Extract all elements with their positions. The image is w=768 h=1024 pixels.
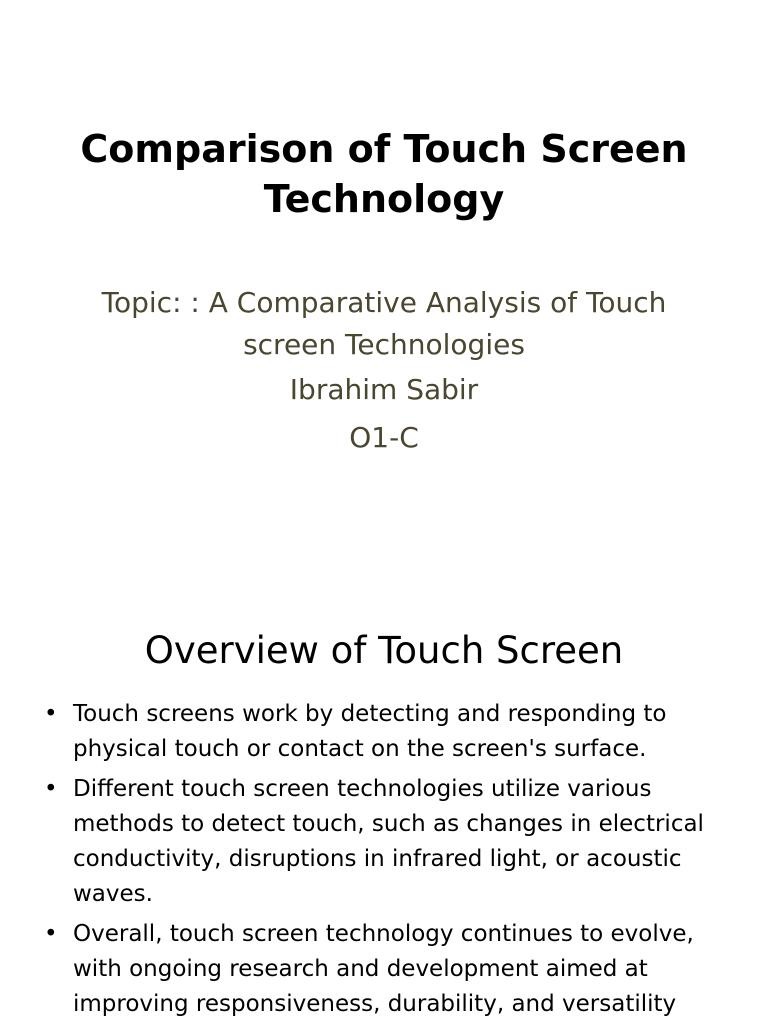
bullet-item	[40, 697, 730, 767]
bullet-text: Different touch screen technologies utilize various methods to detect touch, such as changes in electrical conductivity, disruptions in infrared light, or acoustic waves.	[73, 776, 704, 907]
author-name: Ibrahim Sabir	[289, 373, 479, 406]
bullet-item	[40, 772, 730, 912]
bullet-text: Overall, touch screen technology continues to evolve, with ongoing research and development aimed at improving responsiveness, durability, and versatility	[73, 921, 694, 1017]
bullet-icon: •	[44, 701, 58, 727]
bullet-item	[40, 917, 730, 1022]
bullet-icon: •	[44, 921, 58, 947]
overview-slide	[0, 576, 768, 1024]
section-code: O1-C	[349, 421, 419, 454]
topic-text: Topic: : A Comparative Analysis of Touch screen Technologies	[101, 286, 667, 361]
bullet-list	[40, 697, 730, 1024]
presentation-title: Comparison of Touch Screen Technology	[80, 127, 688, 221]
bullet-text: Touch screens work by detecting and responding to physical touch or contact on the screen's surface.	[73, 701, 667, 762]
bullet-icon: •	[44, 776, 58, 802]
slide-title: Overview of Touch Screen	[144, 629, 624, 672]
subtitle-block	[100, 282, 668, 462]
